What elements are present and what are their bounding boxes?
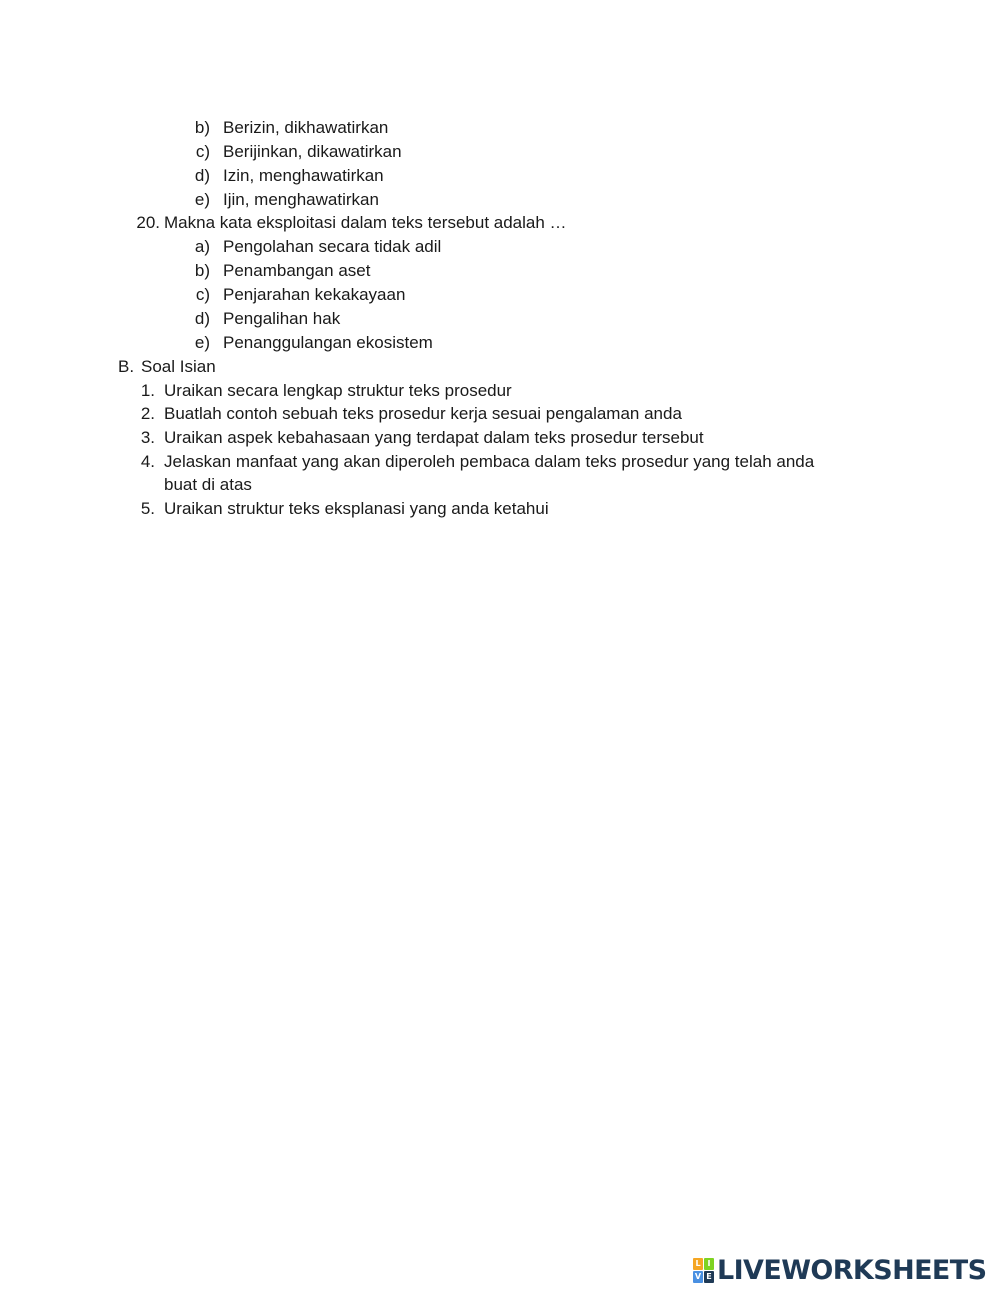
item-number: 5. <box>140 499 155 518</box>
item-text: Buatlah contoh sebuah teks prosedur kerja sesuai pengalaman anda <box>164 404 682 423</box>
logo-mark-icon <box>693 1258 714 1283</box>
item-text: Jelaskan manfaat yang akan diperoleh pembaca dalam teks prosedur yang telah anda <box>164 452 815 471</box>
item-text: Uraikan struktur teks eksplanasi yang anda ketahui <box>164 499 549 518</box>
section-label: B. <box>118 357 135 376</box>
option-label: a) <box>194 237 210 256</box>
option-label: d) <box>194 166 210 185</box>
option-text: Berizin, dikhawatirkan <box>223 118 389 137</box>
option-text: Izin, menghawatirkan <box>223 166 384 185</box>
option-text: Pengalihan hak <box>223 309 341 328</box>
item-number: 2. <box>140 404 155 423</box>
question-number: 20. <box>136 213 160 232</box>
item-text: Uraikan aspek kebahasaan yang terdapat dalam teks prosedur tersebut <box>164 428 704 447</box>
option-text: Pengolahan secara tidak adil <box>223 237 442 256</box>
item-text: Uraikan secara lengkap struktur teks prosedur <box>164 381 512 400</box>
option-label: e) <box>194 190 210 209</box>
option-label: e) <box>194 333 210 352</box>
option-text: Ijin, menghawatirkan <box>223 190 379 209</box>
option-label: b) <box>194 261 210 280</box>
logo-mark-letter: I <box>704 1258 714 1270</box>
logo-text: LIVEWORKSHEETS <box>717 1254 987 1286</box>
question-text: Makna kata eksploitasi dalam teks tersebut adalah … <box>164 213 567 232</box>
item-number: 3. <box>140 428 155 447</box>
section-title: Soal Isian <box>141 357 216 376</box>
option-text: Penanggulangan ekosistem <box>223 333 433 352</box>
liveworksheets-logo <box>693 1254 987 1286</box>
logo-mark-letter: E <box>704 1271 714 1283</box>
option-text: Berijinkan, dikawatirkan <box>223 142 402 161</box>
item-text: buat di atas <box>164 475 252 494</box>
option-label: b) <box>194 118 210 137</box>
logo-mark-letter: V <box>694 1271 702 1281</box>
option-label: c) <box>195 142 210 161</box>
option-label: d) <box>194 309 210 328</box>
option-label: c) <box>195 285 210 304</box>
option-text: Penambangan aset <box>223 261 371 280</box>
option-text: Penjarahan kekakayaan <box>223 285 406 304</box>
item-number: 1. <box>140 381 155 400</box>
logo-mark-letter: L <box>693 1258 703 1270</box>
item-number: 4. <box>140 452 155 471</box>
